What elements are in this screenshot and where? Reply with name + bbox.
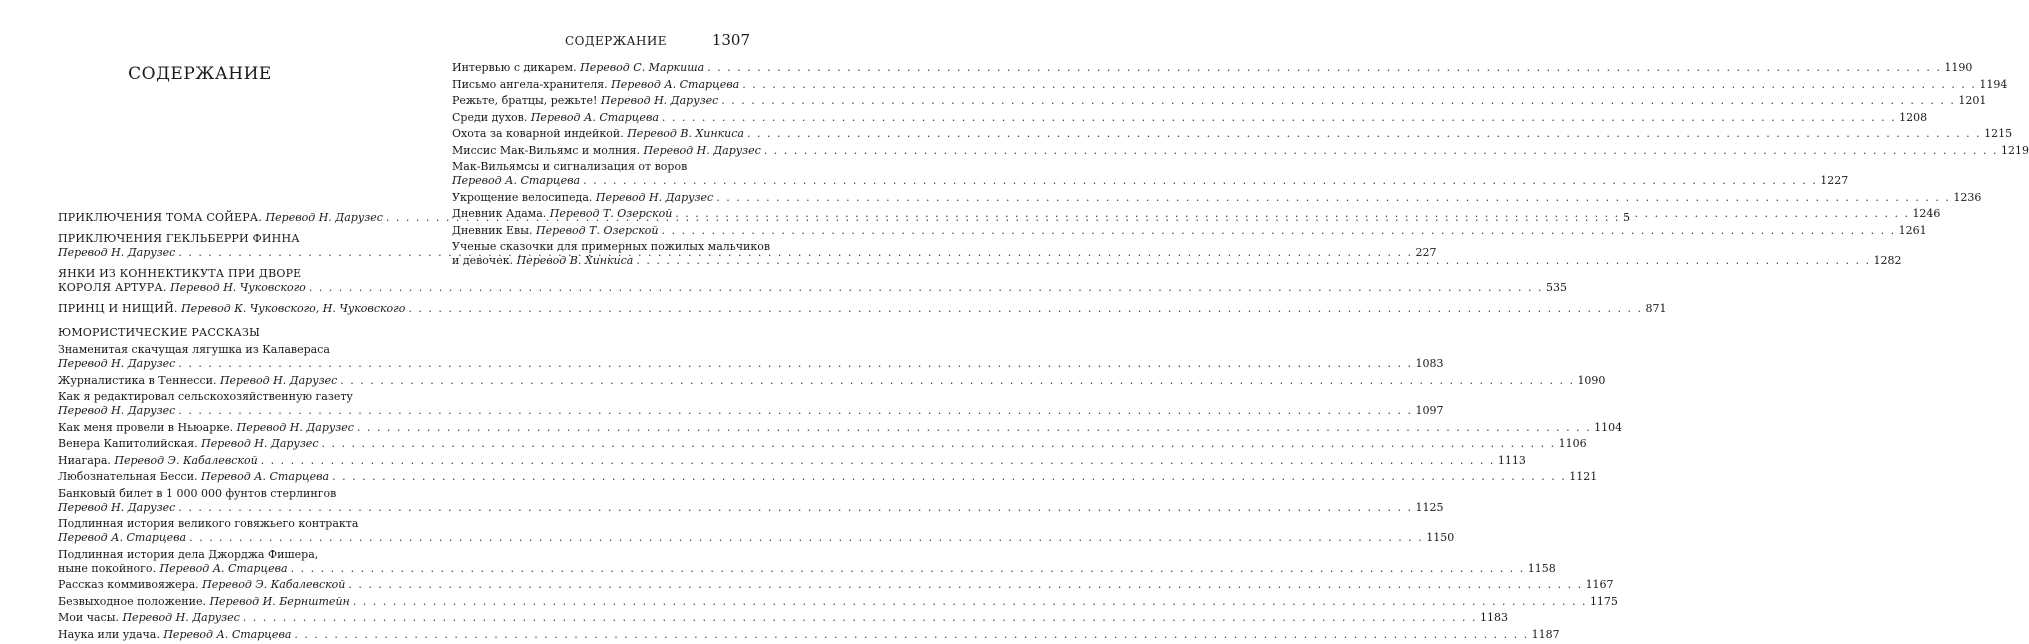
toc-entry-story[interactable] <box>58 627 1560 642</box>
entry-page: 227 <box>1415 246 1437 259</box>
running-head: СОДЕРЖАНИЕ <box>565 34 667 48</box>
entry-title: Среди духов. <box>452 110 528 124</box>
entry-title: Подлинная история дела Джорджа Фишера, <box>58 547 319 561</box>
entry-page: 1219 <box>2000 143 2029 157</box>
toc-entry-story[interactable] <box>452 160 1849 188</box>
entry-page: 5 <box>1623 211 1631 224</box>
toc-entry-story[interactable] <box>452 207 1941 221</box>
entry-title: Ученые сказочки для примерных пожилых мальчиков <box>452 240 771 253</box>
entry-title: Интервью с дикарем. <box>452 61 577 74</box>
toc-entry-story[interactable] <box>58 453 1526 468</box>
entry-title: Любознательная Бесси. <box>58 470 198 483</box>
entry-page: 1187 <box>1531 627 1560 641</box>
toc-entry-connecticut-yankee[interactable] <box>58 267 1567 295</box>
entry-title: Миссис Мак-Вильямс и молния. <box>452 143 640 157</box>
entry-translator: Перевод Н. Дарузес <box>236 420 354 434</box>
toc-entry-story[interactable] <box>58 343 1444 371</box>
leader-dots <box>721 94 1955 108</box>
entry-translator: Перевод Н. Дарузес <box>600 94 719 107</box>
toc-entry-story[interactable] <box>452 190 1982 205</box>
entry-translator: Перевод Н. Дарузес <box>58 500 176 514</box>
toc-entry-story[interactable] <box>58 373 1606 388</box>
entry-translator: Перевод Т. Озерской <box>549 207 673 220</box>
entry-translator: Перевод Э. Кабалевской <box>114 453 258 467</box>
page-number: 1307 <box>711 31 750 49</box>
entry-title-continued: ныне покойного. <box>58 561 157 575</box>
entry-title: ЯНКИ ИЗ КОННЕКТИКУТА ПРИ ДВОРЕ <box>58 267 302 280</box>
entry-page: 1282 <box>1873 254 1902 267</box>
toc-entry-story[interactable] <box>58 594 1618 609</box>
entry-title: Знаменитая скачущая лягушка из Калавераса <box>58 343 330 356</box>
entry-title: Наука или удача. <box>58 627 160 641</box>
entry-translator: Перевод Н. Дарузес <box>122 611 240 624</box>
entry-translator: Перевод К. Чуковского, Н. Чуковского <box>181 302 406 315</box>
entry-title: Мои часы. <box>58 611 119 624</box>
entry-translator: Перевод И. Бернштейн <box>209 594 350 608</box>
entry-page: 871 <box>1645 302 1667 315</box>
leader-dots <box>636 254 1870 268</box>
entry-translator: Перевод А. Старцева <box>159 561 288 575</box>
toc-entry-story[interactable] <box>452 110 1928 125</box>
entry-translator: Перевод Э. Кабалевской <box>202 578 346 591</box>
leader-dots <box>764 144 1998 158</box>
toc-entry-story[interactable] <box>58 486 1444 515</box>
leader-dots <box>675 207 1909 221</box>
entry-translator: Перевод А. Старцева <box>611 77 740 91</box>
toc-entry-story[interactable] <box>58 437 1587 451</box>
contents-heading: СОДЕРЖАНИЕ <box>128 64 272 84</box>
entry-translator: Перевод А. Старцева <box>58 531 187 544</box>
entry-title: Как меня провели в Ньюарке. <box>58 420 234 434</box>
leader-dots <box>742 78 1976 92</box>
entry-page: 1097 <box>1415 404 1444 417</box>
entry-translator: Перевод А. Старцева <box>201 470 330 483</box>
entry-page: 1261 <box>1898 223 1927 237</box>
entry-translator: Перевод Н. Дарузес <box>58 357 176 370</box>
entry-title: Дневник Евы. <box>452 223 533 237</box>
leader-dots <box>707 61 1941 75</box>
entry-page: 1190 <box>1944 61 1973 74</box>
entry-translator: Перевод В. Хинкиса <box>516 254 634 267</box>
entry-page: 1104 <box>1594 420 1623 434</box>
leader-dots <box>662 111 1896 125</box>
entry-page: 1158 <box>1527 561 1556 575</box>
entry-page: 1183 <box>1479 611 1508 624</box>
toc-entry-story[interactable] <box>58 390 1444 418</box>
entry-page: 1167 <box>1585 578 1614 591</box>
toc-entry-story[interactable] <box>452 61 1973 75</box>
toc-entry-story[interactable] <box>58 547 1556 576</box>
entry-title: Рассказ коммивояжера. <box>58 578 199 591</box>
entry-title: Как я редактировал сельскохозяйственную газету <box>58 390 353 403</box>
entry-translator: Перевод Н. Дарузес <box>201 437 319 450</box>
entry-title-continued: и девочек. <box>452 254 514 267</box>
toc-entry-story[interactable] <box>452 127 2013 141</box>
leader-dots <box>716 191 1950 205</box>
entry-page: 1121 <box>1569 470 1598 483</box>
entry-page: 1227 <box>1820 174 1849 187</box>
entry-translator: Перевод Н. Дарузес <box>643 143 761 157</box>
entry-title: Подлинная история великого говяжьего контракта <box>58 517 359 530</box>
entry-translator: Перевод В. Хинкиса <box>627 127 744 140</box>
entry-page: 1246 <box>1912 207 1941 220</box>
entry-title: Дневник Адама. <box>452 207 547 220</box>
entry-title: ПРИКЛЮЧЕНИЯ ГЕКЛЬБЕРРИ ФИННА <box>58 232 300 245</box>
leader-dots <box>189 531 1423 545</box>
entry-page: 1125 <box>1415 500 1444 514</box>
toc-entry-story[interactable] <box>452 143 2029 158</box>
toc-right <box>452 61 2029 271</box>
entry-title-continued: КОРОЛЯ АРТУРА. <box>58 281 167 294</box>
entry-page: 1113 <box>1497 453 1526 467</box>
toc-entry-story[interactable] <box>58 611 1508 625</box>
entry-translator: Перевод Т. Озерской <box>536 223 659 237</box>
toc-entry-prince-and-pauper[interactable] <box>58 302 1667 316</box>
leader-dots <box>583 174 1817 188</box>
entry-title: Венера Капитолийская. <box>58 437 198 450</box>
entry-title: Банковый билет в 1 000 000 фунтов стерлингов <box>58 486 337 500</box>
entry-page: 1175 <box>1589 594 1618 608</box>
toc-entry-story[interactable] <box>58 517 1455 545</box>
entry-page: 1090 <box>1577 373 1606 387</box>
entry-translator: Перевод А. Старцева <box>163 627 292 641</box>
leader-dots <box>747 127 1981 141</box>
toc-entry-story[interactable] <box>58 470 1598 484</box>
toc-entry-story[interactable] <box>58 420 1623 435</box>
entry-translator: Перевод Н. Чуковского <box>170 281 306 294</box>
entry-page: 535 <box>1545 281 1567 294</box>
toc-entry-story[interactable] <box>452 94 1987 108</box>
entry-translator: Перевод А. Старцева <box>530 110 659 124</box>
entry-translator: Перевод Н. Дарузес <box>265 211 383 224</box>
entry-title: Режьте, братцы, режьте! <box>452 94 598 107</box>
entry-page: 1215 <box>1984 127 2013 140</box>
entry-page: 1150 <box>1426 531 1455 544</box>
entry-title: Письмо ангела-хранителя. <box>452 77 608 91</box>
entry-title: Ниагара. <box>58 453 111 467</box>
entry-page: 1201 <box>1958 94 1987 107</box>
toc-entry-story[interactable] <box>58 578 1614 592</box>
section-title-humorous-stories: ЮМОРИСТИЧЕСКИЕ РАССКАЗЫ <box>58 326 261 339</box>
entry-page: 1208 <box>1899 110 1928 124</box>
entry-translator: Перевод А. Старцева <box>452 174 581 187</box>
entry-page: 1236 <box>1953 190 1982 204</box>
entry-page: 1194 <box>1979 77 2008 91</box>
entry-title: Охота за коварной индейкой. <box>452 127 624 140</box>
entry-page: 1106 <box>1558 437 1587 450</box>
entry-title: Безвыходное положение. <box>58 594 206 608</box>
toc-entry-story[interactable] <box>452 223 1927 238</box>
entry-title: Укрощение велосипеда. <box>452 190 593 204</box>
entry-translator: Перевод Н. Дарузес <box>595 190 714 204</box>
entry-title: ПРИКЛЮЧЕНИЯ ТОМА СОЙЕРА. <box>58 211 263 224</box>
entry-title: Журналистика в Теннесси. <box>58 373 217 387</box>
entry-translator: Перевод Н. Дарузес <box>58 404 176 417</box>
entry-translator: Перевод Н. Дарузес <box>58 246 176 259</box>
toc-entry-story[interactable] <box>452 77 2008 92</box>
entry-translator: Перевод Н. Дарузес <box>219 373 338 387</box>
entry-title: ПРИНЦ И НИЩИЙ. <box>58 302 178 315</box>
leader-dots <box>661 224 1895 238</box>
entry-translator: Перевод С. Маркиша <box>580 61 705 74</box>
entry-title: Мак-Вильямсы и сигнализация от воров <box>452 160 688 173</box>
entry-page: 1083 <box>1415 357 1444 370</box>
